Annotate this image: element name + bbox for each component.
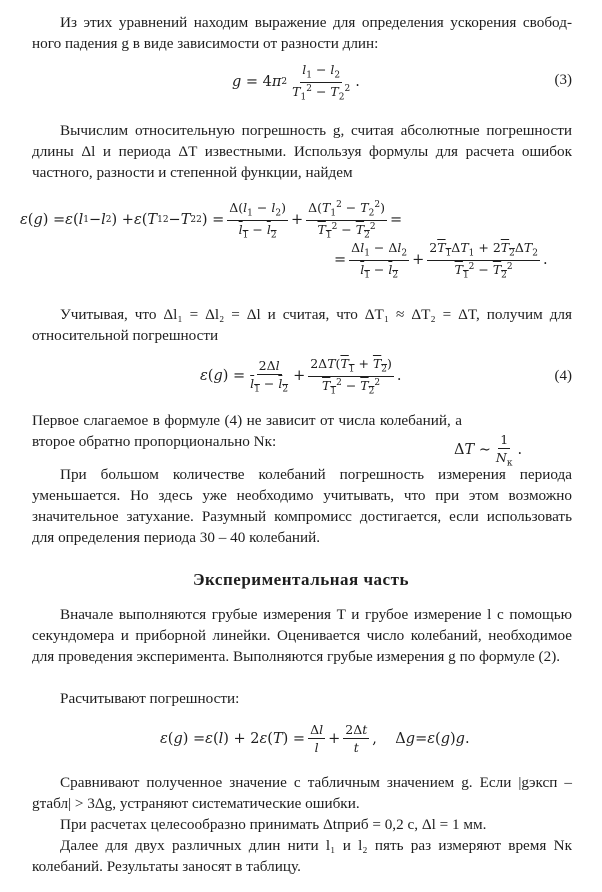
equation-number-3: (3) [554, 72, 572, 88]
formula-error-estimate: ε ( g ) = ε ( l ) + 2 ε ( T ) = $\frac{\Delta l}{l}$ + $\frac{2\Delta t}{t}$ , Δ g = ε ( g ) g . [160, 722, 470, 755]
formula-4: ε ( g ) = $\frac{2\Delta l}{l_1 - l_2}$ + $\frac{2\Delta T(T_1 + T_2)}{T_1^2 - T_2^2}$ . [200, 356, 402, 397]
paragraph-rough-measurements: Вначале выполняются грубые измерения T и грубое измерение l с помощью секундомера и приборной линейки. Оценивается число колебаний, необходимое для проведения эксперимента. Выполняются грубые измерения g по формуле (2). [32, 606, 572, 665]
formula-error-derivation-2: = $\frac{\Delta l_1 - \Delta l_2}{l_1 - l_2}$ + $\frac{2T_1\Delta T_1 + 2T_2\Delta T_2}{T_1^2 - T_2^2}$ . [334, 240, 548, 281]
paragraph-next-steps: Далее для двух различных длин нити l₁ и l₂ пять раз измеряют время Nк колебаний. Результаты заносят в таблицу. [32, 837, 572, 875]
paragraph-calc-errors: Расчитывают погрешности: [60, 690, 240, 707]
paragraph-instrument-error: При расчетах целесообразно принимать Δtприб = 0,2 с, Δl = 1 мм. [60, 816, 487, 833]
formula-proportional: Δ T ∼ $\frac{1}{N_к}$ . [454, 432, 523, 469]
paragraph-damping: При большом количестве колебаний погрешность измерения периода уменьшается. Но здесь уже необходимо учитывать, что при этом возможно значительное затухание. Разумный компромисс достигается, если использовать для определения периода 30 – 40 колебаний. [32, 466, 572, 546]
paragraph-assumptions: Учитывая, что Δl₁ = Δl₂ = Δl и считая, что ΔT₁ ≈ ΔT₂ = ΔT, получим для относительной погрешности [32, 306, 572, 344]
equation-number-4: (4) [554, 368, 572, 384]
paragraph-first-term: Первое слагаемое в формуле (4) не зависит от числа колебаний, а второе обратно пропорционально Nк: [32, 412, 462, 450]
section-heading: Экспериментальная часть [193, 570, 409, 589]
paragraph-relative-error: Вычислим относительную погрешность g, считая абсолютные погрешности длины Δl и периода ΔT известными. Используя формулы для расчета ошибок частного, разности и степенной функции, найдем [32, 122, 572, 181]
formula-error-derivation-1: ε ( g ) = ε ( l 1 − l 2 ) + ε ( T 1 2 − T 2 2 ) = $\frac{\Delta(l_1 - l_2)}{l_1 - l_2}$ + $\frac{\Delta(T_1^2 - T_2^2)}{T_1^2 - T_2^2}$ = [20, 200, 403, 241]
paragraph-compare: Сравнивают полученное значение с табличным значением g. Если |gэксп – gтабл| > 3Δg, устраняют систематические ошибки. [32, 774, 572, 812]
formula-3: g = 4 π 2 $\frac{l_1 - l_2}{T_1^2 - T_2^2}$ . [232, 62, 360, 103]
paragraph-intro: Из этих уравнений находим выражение для определения ускорения свободного падения g в виде зависимости от разности длин: [32, 14, 572, 52]
